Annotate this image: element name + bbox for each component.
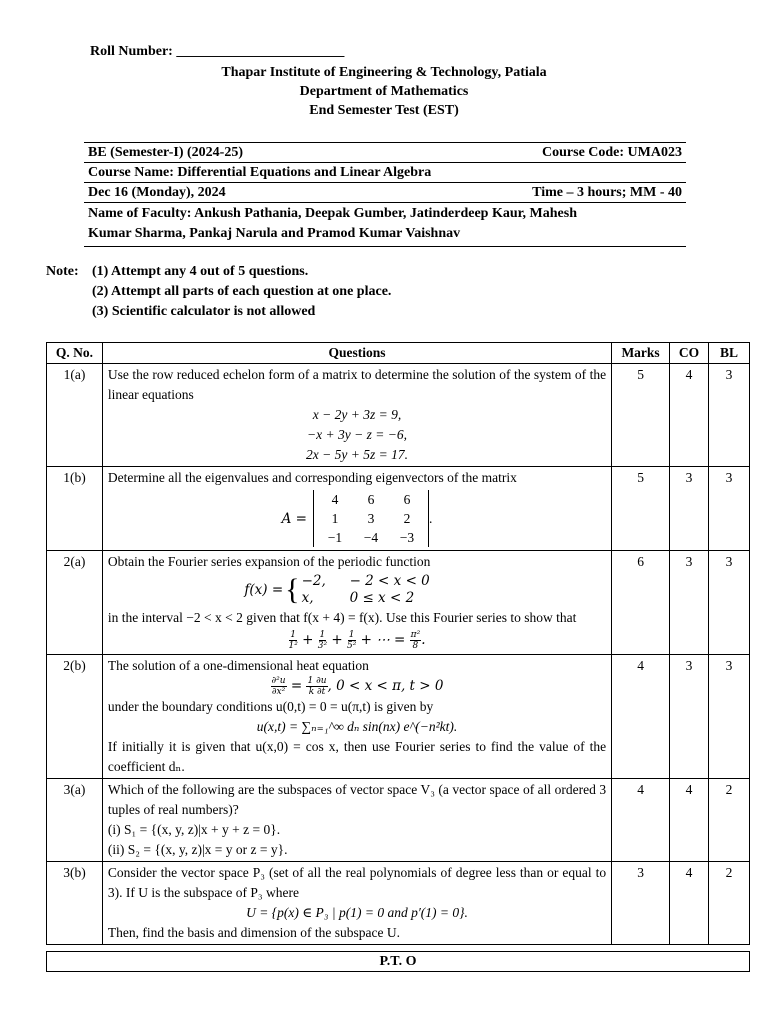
pde-condition: , 0 < x < π, t > 0 xyxy=(327,678,444,694)
series-identity: $\frac{1}{\text{1²}}$ + $\frac{1}{\text{3²}}$ + $\frac{1}{\text{5²}}$ + ⋯ = $\frac{\text{π²}}{8}$ . xyxy=(288,630,426,651)
frac-num: ∂²u xyxy=(271,676,286,686)
semester-row xyxy=(84,143,686,163)
header-questions: Questions xyxy=(102,343,611,364)
matrix-cell: 1 xyxy=(331,511,339,526)
matrix-cell: 4 xyxy=(331,492,339,507)
note-item: (2) Attempt all parts of each question at one place. xyxy=(92,284,392,299)
questions-table xyxy=(46,342,750,945)
sub-item: (i) S₁ = {(x, y, z)|x + y + z = 0}. xyxy=(107,822,281,837)
sub-item: (ii) S₂ = {(x, y, z)|x = y or z = y}. xyxy=(107,842,288,857)
table-row xyxy=(47,655,750,779)
date-row xyxy=(84,183,686,203)
matrix-cell: −4 xyxy=(363,530,379,545)
question-statement: Which of the following are the subspaces of vector space V₃ (a vector space of all ordered 3 tuples of real numbers)? xyxy=(107,782,607,817)
matrix-cell: 2 xyxy=(403,511,411,526)
brace: { xyxy=(285,573,300,606)
matrix xyxy=(313,490,429,547)
exam-date: Dec 16 (Monday), 2024 xyxy=(88,185,226,200)
time-marks: Time – 3 hours; MM - 40 xyxy=(532,185,682,200)
co: 3 xyxy=(670,467,709,551)
question-text xyxy=(102,779,611,862)
table-header-row xyxy=(47,343,750,364)
course-code: Course Code: UMA023 xyxy=(542,145,682,160)
question-text xyxy=(102,862,611,945)
marks: 5 xyxy=(612,364,670,467)
bl: 3 xyxy=(709,655,750,779)
instructions-note xyxy=(46,262,391,322)
note-item: (3) Scientific calculator is not allowed xyxy=(92,304,316,319)
bl: 3 xyxy=(709,467,750,551)
semester: BE (Semester-I) (2024-25) xyxy=(88,145,243,160)
table-row xyxy=(47,364,750,467)
series-tail: + ⋯ = xyxy=(360,632,406,648)
co: 4 xyxy=(670,364,709,467)
frac-num: 1 xyxy=(290,630,297,640)
case-condition: − 2 < x < 0 xyxy=(349,573,430,589)
bl: 3 xyxy=(709,551,750,655)
question-number: 1(b) xyxy=(47,467,103,551)
frac-den: 5² xyxy=(347,641,357,651)
course-name: Course Name: Differential Equations and Linear Algebra xyxy=(88,165,432,180)
note-item: (1) Attempt any 4 out of 5 questions. xyxy=(92,264,309,279)
frac-den: 1² xyxy=(288,641,298,651)
course-name-row xyxy=(84,163,686,183)
equation: u(x,t) = ∑ₙ₌₁^∞ dₙ sin(nx) e^(−n²kt). xyxy=(256,719,458,734)
marks: 4 xyxy=(612,655,670,779)
table-row xyxy=(47,551,750,655)
header-qno: Q. No. xyxy=(47,343,103,364)
equation: U = {p(x) ∈ P₃ | p(1) = 0 and p′(1) = 0}. xyxy=(246,905,468,920)
piecewise-function xyxy=(108,572,606,608)
question-text xyxy=(102,551,611,655)
equation: 2x − 5y + 5z = 17. xyxy=(306,447,408,462)
bl: 2 xyxy=(709,779,750,862)
equation: −x + 3y − z = −6, xyxy=(307,427,407,442)
frac-den: k ∂t xyxy=(308,687,326,697)
faculty-line-1: Name of Faculty: Ankush Pathania, Deepak Gumber, Jatinderdeep Kaur, Mahesh xyxy=(88,206,578,221)
matrix-cell: 6 xyxy=(367,492,375,507)
question-statement: Consider the vector space P₃ (set of all the real polynomials of degree less than or equal to 3). If U is the subspace of P₃ where xyxy=(107,865,607,900)
department-name: Department of Mathematics xyxy=(299,84,469,99)
matrix-lhs: A = xyxy=(281,510,307,527)
question-number: 3(a) xyxy=(47,779,103,862)
roll-number-field: Roll Number: ________________________ xyxy=(90,44,345,59)
page-turn-notice: P.T. O xyxy=(46,951,750,972)
equation: x − 2y + 3z = 9, xyxy=(312,407,402,422)
header-co: CO xyxy=(670,343,709,364)
header-marks: Marks xyxy=(612,343,670,364)
table-row xyxy=(47,467,750,551)
frac-den: 8 xyxy=(412,641,419,651)
matrix-cell: −3 xyxy=(399,530,415,545)
marks: 5 xyxy=(612,467,670,551)
course-info-box xyxy=(84,142,686,247)
frac-den: 3² xyxy=(317,641,328,651)
question-statement: Determine all the eigenvalues and corresponding eigenvectors of the matrix xyxy=(107,470,517,485)
matrix-cell: 6 xyxy=(403,492,411,507)
note-label: Note: xyxy=(46,264,79,279)
matrix-equation: A = 4 6 6 1 3 2 −1 −4 −3 . xyxy=(281,492,433,545)
frac-den: ∂x² xyxy=(271,687,286,697)
function-name: f(x) = xyxy=(244,582,284,598)
question-statement: in the interval −2 < x < 2 given that f(x + 4) = f(x). Use this Fourier series to show that xyxy=(107,610,577,625)
co: 4 xyxy=(670,779,709,862)
bl: 3 xyxy=(709,364,750,467)
frac-num: 1 xyxy=(348,630,355,640)
question-number: 3(b) xyxy=(47,862,103,945)
question-statement: The solution of a one-dimensional heat equation xyxy=(107,658,369,673)
question-text xyxy=(102,364,611,467)
question-statement: Obtain the Fourier series expansion of the periodic function xyxy=(107,554,431,569)
table-row xyxy=(47,862,750,945)
question-number: 2(a) xyxy=(47,551,103,655)
marks: 4 xyxy=(612,779,670,862)
faculty-names xyxy=(84,203,686,246)
case-value: −2, xyxy=(301,573,326,589)
faculty-line-2: Kumar Sharma, Pankaj Narula and Pramod Kumar Vaishnav xyxy=(88,226,461,241)
question-statement: under the boundary conditions u(0,t) = 0 = u(π,t) is given by xyxy=(107,699,434,714)
question-text xyxy=(102,467,611,551)
co: 3 xyxy=(670,551,709,655)
institute-name: Thapar Institute of Engineering & Technology, Patiala xyxy=(221,65,547,80)
marks: 6 xyxy=(612,551,670,655)
question-text xyxy=(102,655,611,779)
case-condition: 0 ≤ x < 2 xyxy=(349,590,415,606)
marks: 3 xyxy=(612,862,670,945)
question-number: 1(a) xyxy=(47,364,103,467)
table-row xyxy=(47,779,750,862)
question-number: 2(b) xyxy=(47,655,103,779)
co: 3 xyxy=(670,655,709,779)
matrix-cell: 3 xyxy=(367,511,375,526)
frac-num: π² xyxy=(410,630,421,640)
exam-title: End Semester Test (EST) xyxy=(309,103,459,118)
bl: 2 xyxy=(709,862,750,945)
matrix-cell: −1 xyxy=(327,530,343,545)
heat-equation: $\frac{\text{∂²u}}{\text{∂x²}}$ = $\frac{1 \partial u}{k \partial t}$ , 0 < x < π, t > 0 xyxy=(271,676,444,697)
question-statement: Then, find the basis and dimension of the subspace U. xyxy=(107,925,400,940)
frac-num: 1 ∂u xyxy=(307,676,327,686)
frac-num: 1 xyxy=(319,630,326,640)
header-bl: BL xyxy=(709,343,750,364)
question-statement: Use the row reduced echelon form of a matrix to determine the solution of the system of the linear equations xyxy=(107,367,607,402)
question-statement: If initially it is given that u(x,0) = cos x, then use Fourier series to find the value of the coefficient dₙ. xyxy=(107,739,607,774)
case-value: x, xyxy=(301,590,314,606)
co: 4 xyxy=(670,862,709,945)
